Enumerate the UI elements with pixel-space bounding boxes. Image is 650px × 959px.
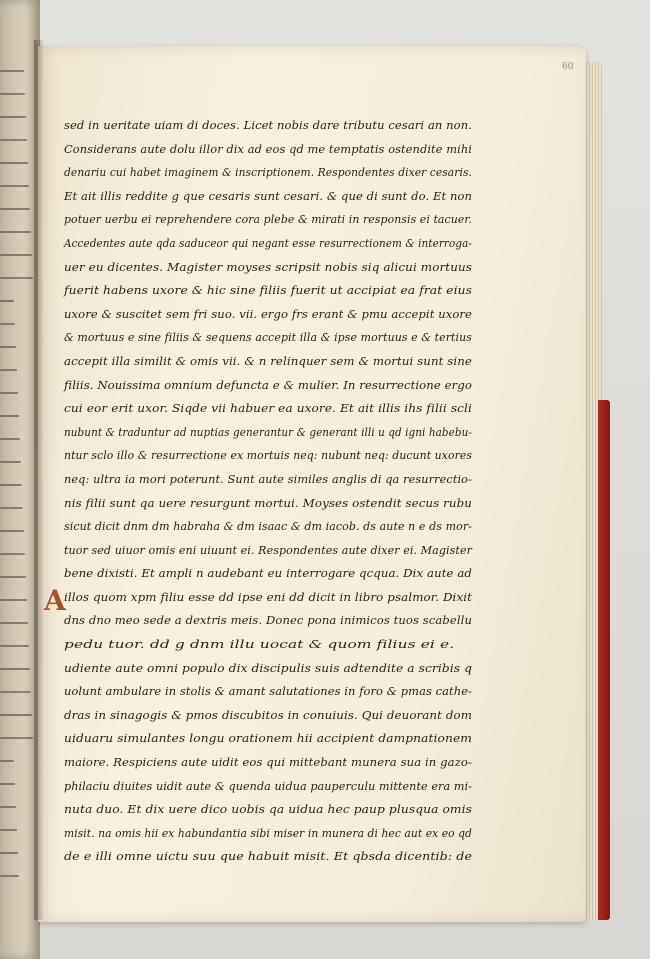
text-line (64, 775, 476, 799)
facing-text-fragment (0, 415, 19, 417)
facing-text-fragment (0, 507, 23, 509)
facing-text-fragment (0, 116, 26, 118)
text-line (64, 704, 476, 728)
text-line (64, 444, 476, 468)
text-line-content: philaciu diuites uidit aute & quenda uidua pauperculu mittente era mi- (64, 778, 472, 793)
facing-text-fragment (0, 70, 24, 72)
facing-text-fragment (0, 231, 31, 233)
facing-text-fragment (0, 645, 29, 647)
text-line-content: neq: ultra ia mori poterunt. Sunt aute similes anglis di qa resurrectio- (64, 471, 472, 486)
text-line-content: nubunt & traduntur ad nuptias generantur & generant illi u qd igni habebu- (64, 424, 472, 439)
facing-text-fragment (0, 530, 24, 532)
facing-text-fragment (0, 622, 28, 624)
text-line (64, 232, 476, 256)
facing-text-fragment (0, 806, 16, 808)
text-line-content: potuer uerbu ei reprehendere cora plebe & mirati in responsis ei tacuer. (64, 212, 472, 227)
text-line-content: uxore & suscitet sem fri suo. vii. ergo frs erant & pmu accepit uxore (64, 306, 472, 321)
text-line-content: filiis. Nouissima omnium defuncta e & mulier. In resurrectione ergo (64, 377, 473, 392)
facing-text-fragment (0, 484, 22, 486)
text-line (64, 397, 476, 421)
text-line-content: dras in sinagogis & pmos discubitos in conuiuis. Qui deuorant dom (64, 707, 472, 722)
text-line (64, 185, 476, 209)
text-line (64, 727, 476, 751)
text-line (64, 138, 476, 162)
text-line (64, 114, 476, 138)
facing-text-fragment (0, 277, 33, 279)
facing-text-fragment (0, 599, 27, 601)
text-column (64, 114, 476, 869)
facing-text-fragment (0, 553, 25, 555)
facing-text-fragment (0, 737, 33, 739)
text-line-content: Considerans aute dolu illor dix ad eos qd me temptatis ostendite mihi (64, 141, 472, 156)
text-line (64, 326, 476, 350)
facing-text-fragment (0, 185, 29, 187)
facing-text-fragment (0, 576, 26, 578)
facing-text-fragment (0, 829, 17, 831)
facing-text-fragment (0, 162, 28, 164)
text-line (64, 751, 476, 775)
facing-text-fragment (0, 438, 20, 440)
text-line-content: sed in ueritate uiam di doces. Licet nobis dare tributu cesari an non. (64, 118, 473, 132)
text-line-content: ntur sclo illo & resurrectione ex mortuis neq: nubunt neq: ducunt uxores (64, 448, 472, 463)
facing-text-fragment (0, 139, 27, 141)
text-line (64, 633, 476, 657)
text-line-content: misit. na omis hii ex habundantia sibi miser in munera di hec aut ex eo qd (64, 825, 472, 840)
text-line (64, 256, 476, 280)
text-line-content: denariu cui habet imaginem & inscriptionem. Respondentes dixer cesaris. (64, 165, 472, 180)
text-line (64, 562, 476, 586)
text-line (64, 161, 476, 185)
text-line (64, 657, 476, 681)
text-line (64, 492, 476, 516)
text-line (64, 845, 476, 869)
facing-text-fragment (0, 852, 18, 854)
facing-text-fragment (0, 369, 17, 371)
text-line (64, 822, 476, 846)
folio-number: 60 (562, 62, 574, 72)
facing-text-fragment (0, 760, 14, 762)
facing-text-fragment (0, 461, 21, 463)
text-line (64, 350, 476, 374)
binding-edge (598, 400, 610, 920)
text-line (64, 680, 476, 704)
text-line-content: uolunt ambulare in stolis & amant salutationes in foro & pmas cathe- (64, 684, 472, 699)
text-line-content: Et ait illis reddite g que cesaris sunt cesari. & que di sunt do. Et non (64, 188, 472, 203)
text-line-content: udiente aute omni populo dix discipulis suis adtendite a scribis q (64, 660, 472, 675)
text-line-content: accepit illa similit & omis vii. & n relinquer sem & mortui sunt sine (64, 353, 472, 368)
text-line-content: cui eor erit uxor. Siqde vii habuer ea uxore. Et ait illis ihs filii scli (64, 401, 472, 416)
text-line-content: Accedentes aute qda saduceor qui negant esse resurrectionem & interroga- (64, 235, 472, 250)
text-line (64, 374, 476, 398)
facing-text-fragment (0, 346, 16, 348)
text-line (64, 586, 476, 610)
text-line (64, 609, 476, 633)
text-line (64, 515, 476, 539)
text-line-content: fuerit habens uxore & hic sine filiis fuerit ut accipiat ea frat eius (64, 283, 472, 298)
text-line (64, 303, 476, 327)
text-line-content: de e illi omne uictu suu que habuit misit. Et qbsda dicentib: de (64, 849, 472, 864)
facing-text-fragment (0, 208, 30, 210)
text-line (64, 279, 476, 303)
text-line-content: illos quom xpm filiu esse dd ipse eni dd dicit in libro psalmor. Dixit (64, 589, 473, 604)
decorated-initial: A (44, 584, 66, 617)
text-line-content: nuta duo. Et dix uere dico uobis qa uidua hec paup plusqua omis (64, 802, 472, 817)
facing-text-fragment (0, 323, 15, 325)
text-line-content: bene dixisti. Et ampli n audebant eu interrogare qcqua. Dix aute ad (64, 566, 472, 581)
text-line (64, 208, 476, 232)
facing-text-fragment (0, 875, 19, 877)
text-line-content: pedu tuor. dd g dnm illu uocat & quom filius ei e. (64, 637, 455, 652)
text-line-content: dns dno meo sede a dextris meis. Donec pona inimicos tuos scabellu (64, 613, 472, 628)
facing-text-fragment (0, 392, 18, 394)
facing-text-fragment (0, 668, 30, 670)
text-line-content: uer eu dicentes. Magister moyses scripsit nobis siq alicui mortuus (64, 259, 473, 274)
text-line-content: uiduaru simulantes longu orationem hii accipient dampnationem (64, 731, 473, 746)
text-line-content: tuor sed uiuor omis eni uiuunt ei. Respondentes aute dixer ei. Magister (64, 542, 472, 557)
facing-text-fragment (0, 300, 14, 302)
text-line (64, 468, 476, 492)
text-line (64, 798, 476, 822)
gutter-shadow (34, 40, 44, 920)
text-line-content: & mortuus e sine filiis & sequens accepit illa & ipse mortuus e & tertius (64, 330, 472, 345)
text-line-content: sicut dicit dnm dm habraha & dm isaac & dm iacob. ds aute n e ds mor- (64, 519, 472, 534)
facing-text-fragment (0, 93, 25, 95)
facing-text-fragment (0, 714, 32, 716)
facing-text-fragment (0, 691, 31, 693)
text-line (64, 539, 476, 563)
facing-text-fragment (0, 254, 32, 256)
text-line-content: maiore. Respiciens aute uidit eos qui mittebant munera sua in gazo- (64, 755, 472, 770)
text-line (64, 421, 476, 445)
facing-text-fragment (0, 783, 15, 785)
text-line-content: nis filii sunt qa uere resurgunt mortui. Moyses ostendit secus rubu (64, 495, 472, 510)
